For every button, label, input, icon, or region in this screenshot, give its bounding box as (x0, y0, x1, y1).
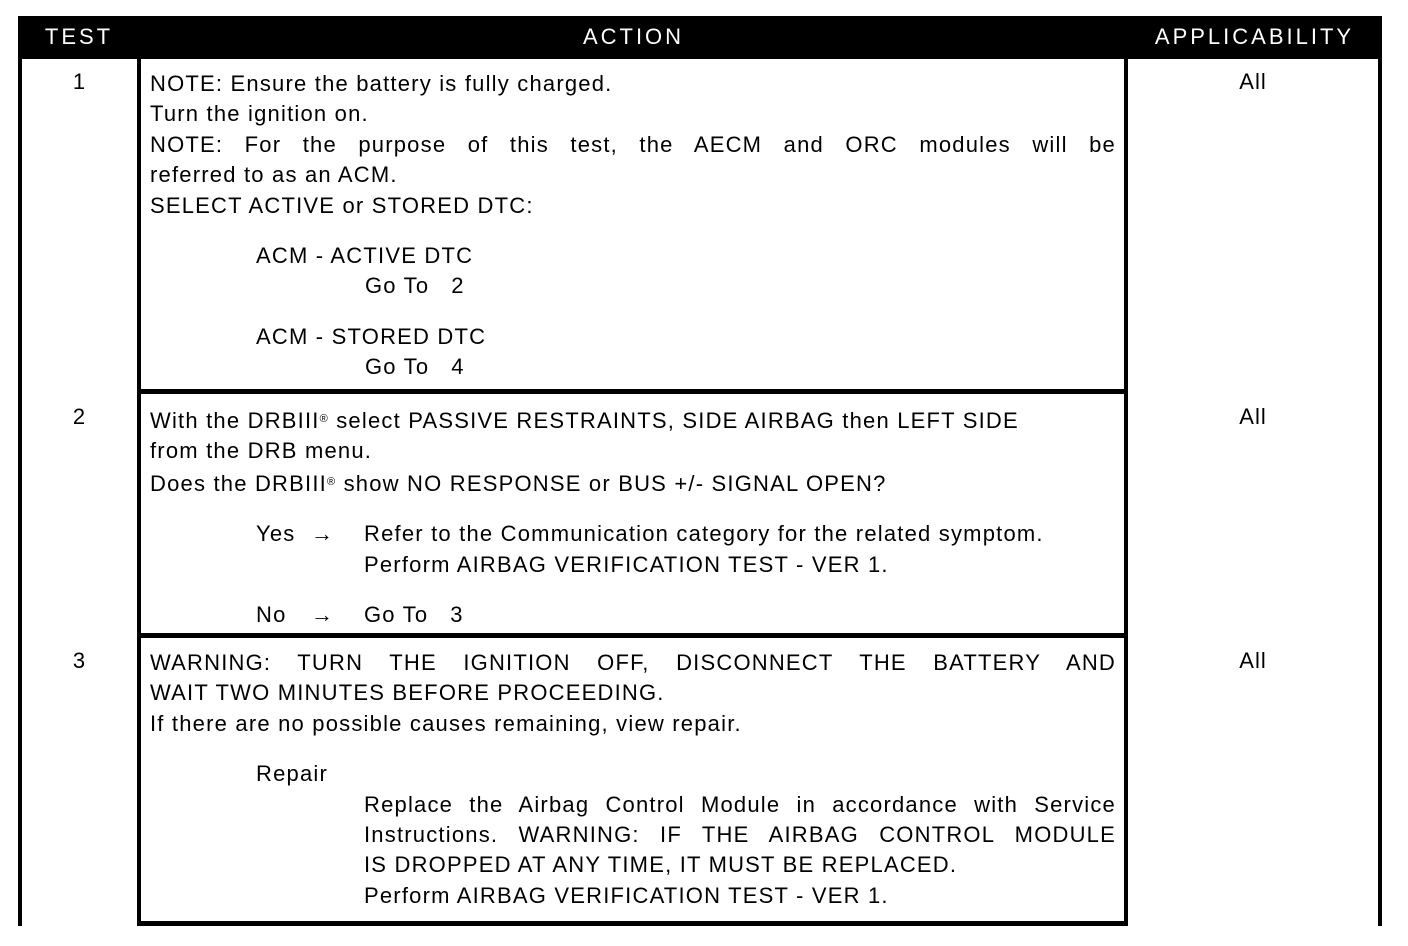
diagnostic-table (18, 16, 1382, 926)
repair-line: Instructions. WARNING: IF THE AIRBAG CONTROL MODULE (364, 822, 1116, 848)
row-2-action (141, 394, 1124, 633)
row-1-action (141, 59, 1124, 389)
yes-text: Refer to the Communication category for the related symptom. (364, 521, 1044, 547)
no-label: No (256, 602, 287, 628)
row-2-line: Does the DRBIII® show NO RESPONSE or BUS +/- SIGNAL OPEN? (150, 470, 887, 496)
row-2-applicability: All (1128, 394, 1378, 643)
row-3-test-number: 3 (22, 638, 137, 931)
header-test: TEST (44, 24, 114, 49)
option-goto: Go To 4 (365, 354, 465, 380)
header-action: ACTION (582, 24, 685, 49)
row-3-line: WAIT TWO MINUTES BEFORE PROCEEDING. (150, 680, 665, 706)
no-text: Go To 3 (364, 602, 464, 628)
row-1-line: Turn the ignition on. (150, 101, 369, 127)
row-1-test-number: 1 (22, 59, 137, 399)
repair-line: Perform AIRBAG VERIFICATION TEST - VER 1. (364, 882, 889, 908)
registered-mark: ® (319, 413, 329, 425)
registered-mark: ® (326, 475, 337, 488)
repair-line: Replace the Airbag Control Module in accordance with Service (364, 791, 1116, 817)
no-option (150, 600, 1116, 630)
option-goto: Go To 2 (365, 273, 465, 299)
row-2-line: from the DRB menu. (150, 438, 373, 464)
yes-text-continued: Perform AIRBAG VERIFICATION TEST - VER 1. (364, 551, 889, 577)
arrow-right-icon: → (311, 602, 335, 628)
option-label: ACM - ACTIVE DTC (256, 243, 474, 269)
arrow-right-icon: → (311, 521, 335, 547)
row-3-action (141, 638, 1124, 921)
row-3-line: WARNING: TURN THE IGNITION OFF, DISCONNECT THE BATTERY AND (150, 650, 1116, 675)
repair-line: IS DROPPED AT ANY TIME, IT MUST BE REPLACED. (364, 852, 958, 878)
row-1-line: NOTE: For the purpose of this test, the AECM and ORC modules will be (150, 131, 1116, 157)
repair-label: Repair (256, 761, 329, 787)
row-2-line: With the DRBIII® select PASSIVE RESTRAINTS, SIDE AIRBAG then LEFT SIDE (150, 408, 1019, 433)
row-2-test-number: 2 (22, 394, 137, 643)
row-3-applicability: All (1128, 638, 1378, 931)
yes-label: Yes (256, 521, 296, 547)
row-3-line: If there are no possible causes remaining, view repair. (150, 710, 742, 736)
row-1-line: referred to as an ACM. (150, 162, 398, 188)
option-label: ACM - STORED DTC (256, 323, 487, 349)
row-1-applicability: All (1128, 59, 1378, 399)
row-1-line: NOTE: Ensure the battery is fully charged. (150, 71, 613, 96)
row-1-line: SELECT ACTIVE or STORED DTC: (150, 192, 534, 218)
header-applicability: APPLICABILITY (1154, 24, 1355, 49)
yes-option (150, 519, 1116, 549)
